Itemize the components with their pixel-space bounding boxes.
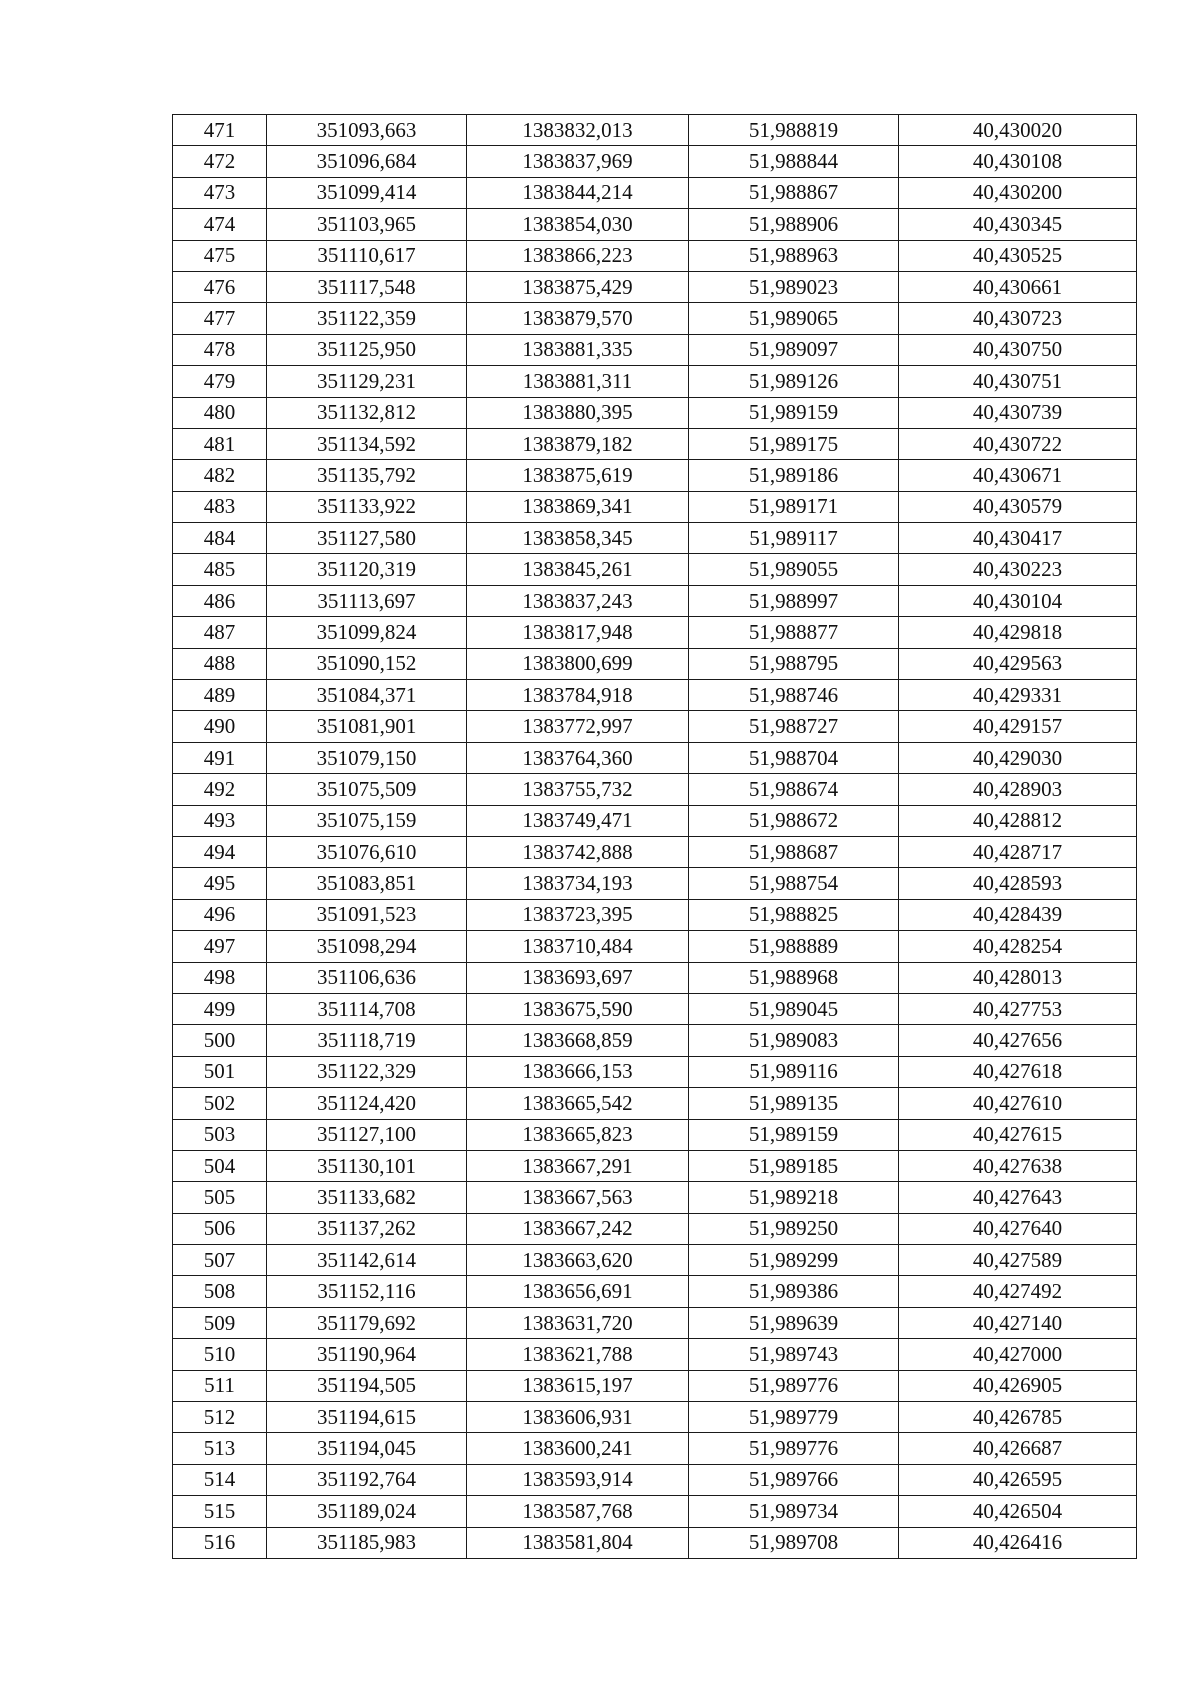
x-coordinate-cell: 351133,922	[267, 491, 467, 522]
y-coordinate-cell: 1383668,859	[467, 1025, 689, 1056]
x-coordinate-cell: 351098,294	[267, 931, 467, 962]
x-coordinate-cell: 351122,359	[267, 303, 467, 334]
table-row	[173, 1088, 1137, 1119]
y-coordinate-cell: 1383837,243	[467, 585, 689, 616]
longitude-cell: 40,428013	[899, 962, 1137, 993]
table-row	[173, 1370, 1137, 1401]
longitude-cell: 40,430751	[899, 366, 1137, 397]
x-coordinate-cell: 351110,617	[267, 240, 467, 271]
y-coordinate-cell: 1383858,345	[467, 523, 689, 554]
latitude-cell: 51,988968	[689, 962, 899, 993]
table-row	[173, 303, 1137, 334]
longitude-cell: 40,426504	[899, 1496, 1137, 1527]
table-row	[173, 899, 1137, 930]
latitude-cell: 51,988727	[689, 711, 899, 742]
longitude-cell: 40,429818	[899, 617, 1137, 648]
table-row	[173, 240, 1137, 271]
longitude-cell: 40,427492	[899, 1276, 1137, 1307]
longitude-cell: 40,428593	[899, 868, 1137, 899]
longitude-cell: 40,427615	[899, 1119, 1137, 1150]
longitude-cell: 40,427640	[899, 1213, 1137, 1244]
latitude-cell: 51,989023	[689, 271, 899, 302]
x-coordinate-cell: 351076,610	[267, 836, 467, 867]
x-coordinate-cell: 351185,983	[267, 1527, 467, 1558]
table-row	[173, 1182, 1137, 1213]
point-number-cell: 489	[173, 680, 267, 711]
point-number-cell: 509	[173, 1307, 267, 1338]
latitude-cell: 51,988889	[689, 931, 899, 962]
latitude-cell: 51,988674	[689, 774, 899, 805]
table-row	[173, 334, 1137, 365]
x-coordinate-cell: 351134,592	[267, 428, 467, 459]
x-coordinate-cell: 351113,697	[267, 585, 467, 616]
table-row	[173, 774, 1137, 805]
y-coordinate-cell: 1383693,697	[467, 962, 689, 993]
point-number-cell: 479	[173, 366, 267, 397]
x-coordinate-cell: 351127,580	[267, 523, 467, 554]
table-row	[173, 1119, 1137, 1150]
x-coordinate-cell: 351194,045	[267, 1433, 467, 1464]
point-number-cell: 516	[173, 1527, 267, 1558]
y-coordinate-cell: 1383656,691	[467, 1276, 689, 1307]
longitude-cell: 40,428903	[899, 774, 1137, 805]
y-coordinate-cell: 1383667,242	[467, 1213, 689, 1244]
x-coordinate-cell: 351090,152	[267, 648, 467, 679]
table-row	[173, 1433, 1137, 1464]
y-coordinate-cell: 1383675,590	[467, 993, 689, 1024]
point-number-cell: 471	[173, 115, 267, 146]
table-row	[173, 491, 1137, 522]
x-coordinate-cell: 351194,505	[267, 1370, 467, 1401]
x-coordinate-cell: 351132,812	[267, 397, 467, 428]
table-row	[173, 1307, 1137, 1338]
x-coordinate-cell: 351099,824	[267, 617, 467, 648]
longitude-cell: 40,428254	[899, 931, 1137, 962]
point-number-cell: 472	[173, 146, 267, 177]
coordinates-table	[172, 114, 1137, 1559]
y-coordinate-cell: 1383875,619	[467, 460, 689, 491]
y-coordinate-cell: 1383784,918	[467, 680, 689, 711]
latitude-cell: 51,989135	[689, 1088, 899, 1119]
longitude-cell: 40,426595	[899, 1464, 1137, 1495]
point-number-cell: 491	[173, 742, 267, 773]
longitude-cell: 40,427589	[899, 1245, 1137, 1276]
table-row	[173, 523, 1137, 554]
longitude-cell: 40,427753	[899, 993, 1137, 1024]
x-coordinate-cell: 351189,024	[267, 1496, 467, 1527]
y-coordinate-cell: 1383854,030	[467, 209, 689, 240]
point-number-cell: 501	[173, 1056, 267, 1087]
latitude-cell: 51,989639	[689, 1307, 899, 1338]
longitude-cell: 40,430739	[899, 397, 1137, 428]
table-row	[173, 836, 1137, 867]
point-number-cell: 498	[173, 962, 267, 993]
longitude-cell: 40,429030	[899, 742, 1137, 773]
x-coordinate-cell: 351129,231	[267, 366, 467, 397]
x-coordinate-cell: 351190,964	[267, 1339, 467, 1370]
latitude-cell: 51,989250	[689, 1213, 899, 1244]
table-row	[173, 1150, 1137, 1181]
table-row	[173, 1276, 1137, 1307]
latitude-cell: 51,988819	[689, 115, 899, 146]
longitude-cell: 40,429563	[899, 648, 1137, 679]
latitude-cell: 51,989734	[689, 1496, 899, 1527]
point-number-cell: 497	[173, 931, 267, 962]
y-coordinate-cell: 1383764,360	[467, 742, 689, 773]
longitude-cell: 40,428717	[899, 836, 1137, 867]
longitude-cell: 40,430417	[899, 523, 1137, 554]
longitude-cell: 40,426687	[899, 1433, 1137, 1464]
x-coordinate-cell: 351118,719	[267, 1025, 467, 1056]
point-number-cell: 499	[173, 993, 267, 1024]
y-coordinate-cell: 1383875,429	[467, 271, 689, 302]
y-coordinate-cell: 1383880,395	[467, 397, 689, 428]
point-number-cell: 478	[173, 334, 267, 365]
y-coordinate-cell: 1383667,291	[467, 1150, 689, 1181]
point-number-cell: 480	[173, 397, 267, 428]
x-coordinate-cell: 351099,414	[267, 177, 467, 208]
x-coordinate-cell: 351075,159	[267, 805, 467, 836]
y-coordinate-cell: 1383844,214	[467, 177, 689, 208]
latitude-cell: 51,989708	[689, 1527, 899, 1558]
table-row	[173, 209, 1137, 240]
y-coordinate-cell: 1383734,193	[467, 868, 689, 899]
table-row	[173, 1402, 1137, 1433]
point-number-cell: 482	[173, 460, 267, 491]
latitude-cell: 51,989126	[689, 366, 899, 397]
y-coordinate-cell: 1383665,823	[467, 1119, 689, 1150]
longitude-cell: 40,430750	[899, 334, 1137, 365]
x-coordinate-cell: 351117,548	[267, 271, 467, 302]
table-row	[173, 962, 1137, 993]
point-number-cell: 477	[173, 303, 267, 334]
y-coordinate-cell: 1383800,699	[467, 648, 689, 679]
latitude-cell: 51,989097	[689, 334, 899, 365]
longitude-cell: 40,430671	[899, 460, 1137, 491]
point-number-cell: 485	[173, 554, 267, 585]
x-coordinate-cell: 351152,116	[267, 1276, 467, 1307]
y-coordinate-cell: 1383866,223	[467, 240, 689, 271]
latitude-cell: 51,989116	[689, 1056, 899, 1087]
table-row	[173, 1025, 1137, 1056]
y-coordinate-cell: 1383593,914	[467, 1464, 689, 1495]
point-number-cell: 505	[173, 1182, 267, 1213]
longitude-cell: 40,430661	[899, 271, 1137, 302]
table-row	[173, 428, 1137, 459]
longitude-cell: 40,429157	[899, 711, 1137, 742]
point-number-cell: 484	[173, 523, 267, 554]
longitude-cell: 40,429331	[899, 680, 1137, 711]
y-coordinate-cell: 1383817,948	[467, 617, 689, 648]
latitude-cell: 51,989776	[689, 1433, 899, 1464]
x-coordinate-cell: 351124,420	[267, 1088, 467, 1119]
point-number-cell: 488	[173, 648, 267, 679]
point-number-cell: 515	[173, 1496, 267, 1527]
longitude-cell: 40,430722	[899, 428, 1137, 459]
x-coordinate-cell: 351103,965	[267, 209, 467, 240]
table-row	[173, 993, 1137, 1024]
y-coordinate-cell: 1383832,013	[467, 115, 689, 146]
longitude-cell: 40,430525	[899, 240, 1137, 271]
latitude-cell: 51,989159	[689, 397, 899, 428]
longitude-cell: 40,427000	[899, 1339, 1137, 1370]
x-coordinate-cell: 351179,692	[267, 1307, 467, 1338]
y-coordinate-cell: 1383772,997	[467, 711, 689, 742]
y-coordinate-cell: 1383666,153	[467, 1056, 689, 1087]
point-number-cell: 494	[173, 836, 267, 867]
longitude-cell: 40,430345	[899, 209, 1137, 240]
point-number-cell: 514	[173, 1464, 267, 1495]
latitude-cell: 51,989185	[689, 1150, 899, 1181]
point-number-cell: 492	[173, 774, 267, 805]
y-coordinate-cell: 1383606,931	[467, 1402, 689, 1433]
longitude-cell: 40,427643	[899, 1182, 1137, 1213]
latitude-cell: 51,988963	[689, 240, 899, 271]
point-number-cell: 506	[173, 1213, 267, 1244]
latitude-cell: 51,988687	[689, 836, 899, 867]
point-number-cell: 504	[173, 1150, 267, 1181]
x-coordinate-cell: 351114,708	[267, 993, 467, 1024]
y-coordinate-cell: 1383749,471	[467, 805, 689, 836]
latitude-cell: 51,989743	[689, 1339, 899, 1370]
point-number-cell: 476	[173, 271, 267, 302]
longitude-cell: 40,426785	[899, 1402, 1137, 1433]
y-coordinate-cell: 1383879,570	[467, 303, 689, 334]
latitude-cell: 51,989055	[689, 554, 899, 585]
point-number-cell: 486	[173, 585, 267, 616]
table-row	[173, 1056, 1137, 1087]
point-number-cell: 474	[173, 209, 267, 240]
table-row	[173, 742, 1137, 773]
latitude-cell: 51,989083	[689, 1025, 899, 1056]
y-coordinate-cell: 1383615,197	[467, 1370, 689, 1401]
latitude-cell: 51,988867	[689, 177, 899, 208]
y-coordinate-cell: 1383621,788	[467, 1339, 689, 1370]
point-number-cell: 493	[173, 805, 267, 836]
table-row	[173, 648, 1137, 679]
y-coordinate-cell: 1383742,888	[467, 836, 689, 867]
table-row	[173, 366, 1137, 397]
y-coordinate-cell: 1383710,484	[467, 931, 689, 962]
latitude-cell: 51,989218	[689, 1182, 899, 1213]
table-row	[173, 146, 1137, 177]
table-row	[173, 177, 1137, 208]
table-row	[173, 1464, 1137, 1495]
point-number-cell: 512	[173, 1402, 267, 1433]
table-row	[173, 931, 1137, 962]
y-coordinate-cell: 1383663,620	[467, 1245, 689, 1276]
point-number-cell: 502	[173, 1088, 267, 1119]
longitude-cell: 40,426416	[899, 1527, 1137, 1558]
x-coordinate-cell: 351084,371	[267, 680, 467, 711]
longitude-cell: 40,430020	[899, 115, 1137, 146]
table-row	[173, 805, 1137, 836]
point-number-cell: 510	[173, 1339, 267, 1370]
point-number-cell: 481	[173, 428, 267, 459]
y-coordinate-cell: 1383587,768	[467, 1496, 689, 1527]
latitude-cell: 51,988704	[689, 742, 899, 773]
table-row	[173, 868, 1137, 899]
table-row	[173, 1527, 1137, 1558]
y-coordinate-cell: 1383581,804	[467, 1527, 689, 1558]
longitude-cell: 40,426905	[899, 1370, 1137, 1401]
y-coordinate-cell: 1383837,969	[467, 146, 689, 177]
x-coordinate-cell: 351106,636	[267, 962, 467, 993]
latitude-cell: 51,989299	[689, 1245, 899, 1276]
table-row	[173, 680, 1137, 711]
table-row	[173, 711, 1137, 742]
x-coordinate-cell: 351130,101	[267, 1150, 467, 1181]
x-coordinate-cell: 351096,684	[267, 146, 467, 177]
longitude-cell: 40,430104	[899, 585, 1137, 616]
y-coordinate-cell: 1383845,261	[467, 554, 689, 585]
longitude-cell: 40,430108	[899, 146, 1137, 177]
longitude-cell: 40,430223	[899, 554, 1137, 585]
table-row	[173, 554, 1137, 585]
longitude-cell: 40,427638	[899, 1150, 1137, 1181]
latitude-cell: 51,988844	[689, 146, 899, 177]
table-row	[173, 1245, 1137, 1276]
x-coordinate-cell: 351093,663	[267, 115, 467, 146]
latitude-cell: 51,989186	[689, 460, 899, 491]
latitude-cell: 51,989779	[689, 1402, 899, 1433]
latitude-cell: 51,989065	[689, 303, 899, 334]
x-coordinate-cell: 351194,615	[267, 1402, 467, 1433]
point-number-cell: 511	[173, 1370, 267, 1401]
x-coordinate-cell: 351122,329	[267, 1056, 467, 1087]
latitude-cell: 51,989045	[689, 993, 899, 1024]
x-coordinate-cell: 351125,950	[267, 334, 467, 365]
x-coordinate-cell: 351135,792	[267, 460, 467, 491]
latitude-cell: 51,989766	[689, 1464, 899, 1495]
coordinates-table-body	[173, 115, 1137, 1559]
longitude-cell: 40,427656	[899, 1025, 1137, 1056]
y-coordinate-cell: 1383723,395	[467, 899, 689, 930]
point-number-cell: 500	[173, 1025, 267, 1056]
point-number-cell: 513	[173, 1433, 267, 1464]
latitude-cell: 51,988672	[689, 805, 899, 836]
longitude-cell: 40,430200	[899, 177, 1137, 208]
point-number-cell: 507	[173, 1245, 267, 1276]
longitude-cell: 40,427140	[899, 1307, 1137, 1338]
latitude-cell: 51,989117	[689, 523, 899, 554]
latitude-cell: 51,988754	[689, 868, 899, 899]
x-coordinate-cell: 351081,901	[267, 711, 467, 742]
latitude-cell: 51,988906	[689, 209, 899, 240]
latitude-cell: 51,989175	[689, 428, 899, 459]
point-number-cell: 473	[173, 177, 267, 208]
table-row	[173, 271, 1137, 302]
latitude-cell: 51,988746	[689, 680, 899, 711]
latitude-cell: 51,989386	[689, 1276, 899, 1307]
point-number-cell: 487	[173, 617, 267, 648]
x-coordinate-cell: 351120,319	[267, 554, 467, 585]
table-row	[173, 617, 1137, 648]
table-row	[173, 1496, 1137, 1527]
latitude-cell: 51,988877	[689, 617, 899, 648]
latitude-cell: 51,989776	[689, 1370, 899, 1401]
y-coordinate-cell: 1383667,563	[467, 1182, 689, 1213]
longitude-cell: 40,427610	[899, 1088, 1137, 1119]
x-coordinate-cell: 351075,509	[267, 774, 467, 805]
y-coordinate-cell: 1383869,341	[467, 491, 689, 522]
x-coordinate-cell: 351079,150	[267, 742, 467, 773]
y-coordinate-cell: 1383879,182	[467, 428, 689, 459]
longitude-cell: 40,430723	[899, 303, 1137, 334]
x-coordinate-cell: 351137,262	[267, 1213, 467, 1244]
point-number-cell: 496	[173, 899, 267, 930]
point-number-cell: 483	[173, 491, 267, 522]
y-coordinate-cell: 1383631,720	[467, 1307, 689, 1338]
latitude-cell: 51,988825	[689, 899, 899, 930]
x-coordinate-cell: 351083,851	[267, 868, 467, 899]
y-coordinate-cell: 1383600,241	[467, 1433, 689, 1464]
point-number-cell: 490	[173, 711, 267, 742]
latitude-cell: 51,988997	[689, 585, 899, 616]
table-row	[173, 460, 1137, 491]
latitude-cell: 51,988795	[689, 648, 899, 679]
y-coordinate-cell: 1383881,311	[467, 366, 689, 397]
point-number-cell: 508	[173, 1276, 267, 1307]
table-row	[173, 397, 1137, 428]
point-number-cell: 503	[173, 1119, 267, 1150]
x-coordinate-cell: 351091,523	[267, 899, 467, 930]
x-coordinate-cell: 351142,614	[267, 1245, 467, 1276]
point-number-cell: 495	[173, 868, 267, 899]
table-row	[173, 115, 1137, 146]
longitude-cell: 40,428439	[899, 899, 1137, 930]
y-coordinate-cell: 1383755,732	[467, 774, 689, 805]
longitude-cell: 40,427618	[899, 1056, 1137, 1087]
x-coordinate-cell: 351127,100	[267, 1119, 467, 1150]
y-coordinate-cell: 1383665,542	[467, 1088, 689, 1119]
x-coordinate-cell: 351133,682	[267, 1182, 467, 1213]
longitude-cell: 40,430579	[899, 491, 1137, 522]
latitude-cell: 51,989159	[689, 1119, 899, 1150]
latitude-cell: 51,989171	[689, 491, 899, 522]
x-coordinate-cell: 351192,764	[267, 1464, 467, 1495]
y-coordinate-cell: 1383881,335	[467, 334, 689, 365]
table-row	[173, 1339, 1137, 1370]
table-row	[173, 1213, 1137, 1244]
longitude-cell: 40,428812	[899, 805, 1137, 836]
table-row	[173, 585, 1137, 616]
point-number-cell: 475	[173, 240, 267, 271]
